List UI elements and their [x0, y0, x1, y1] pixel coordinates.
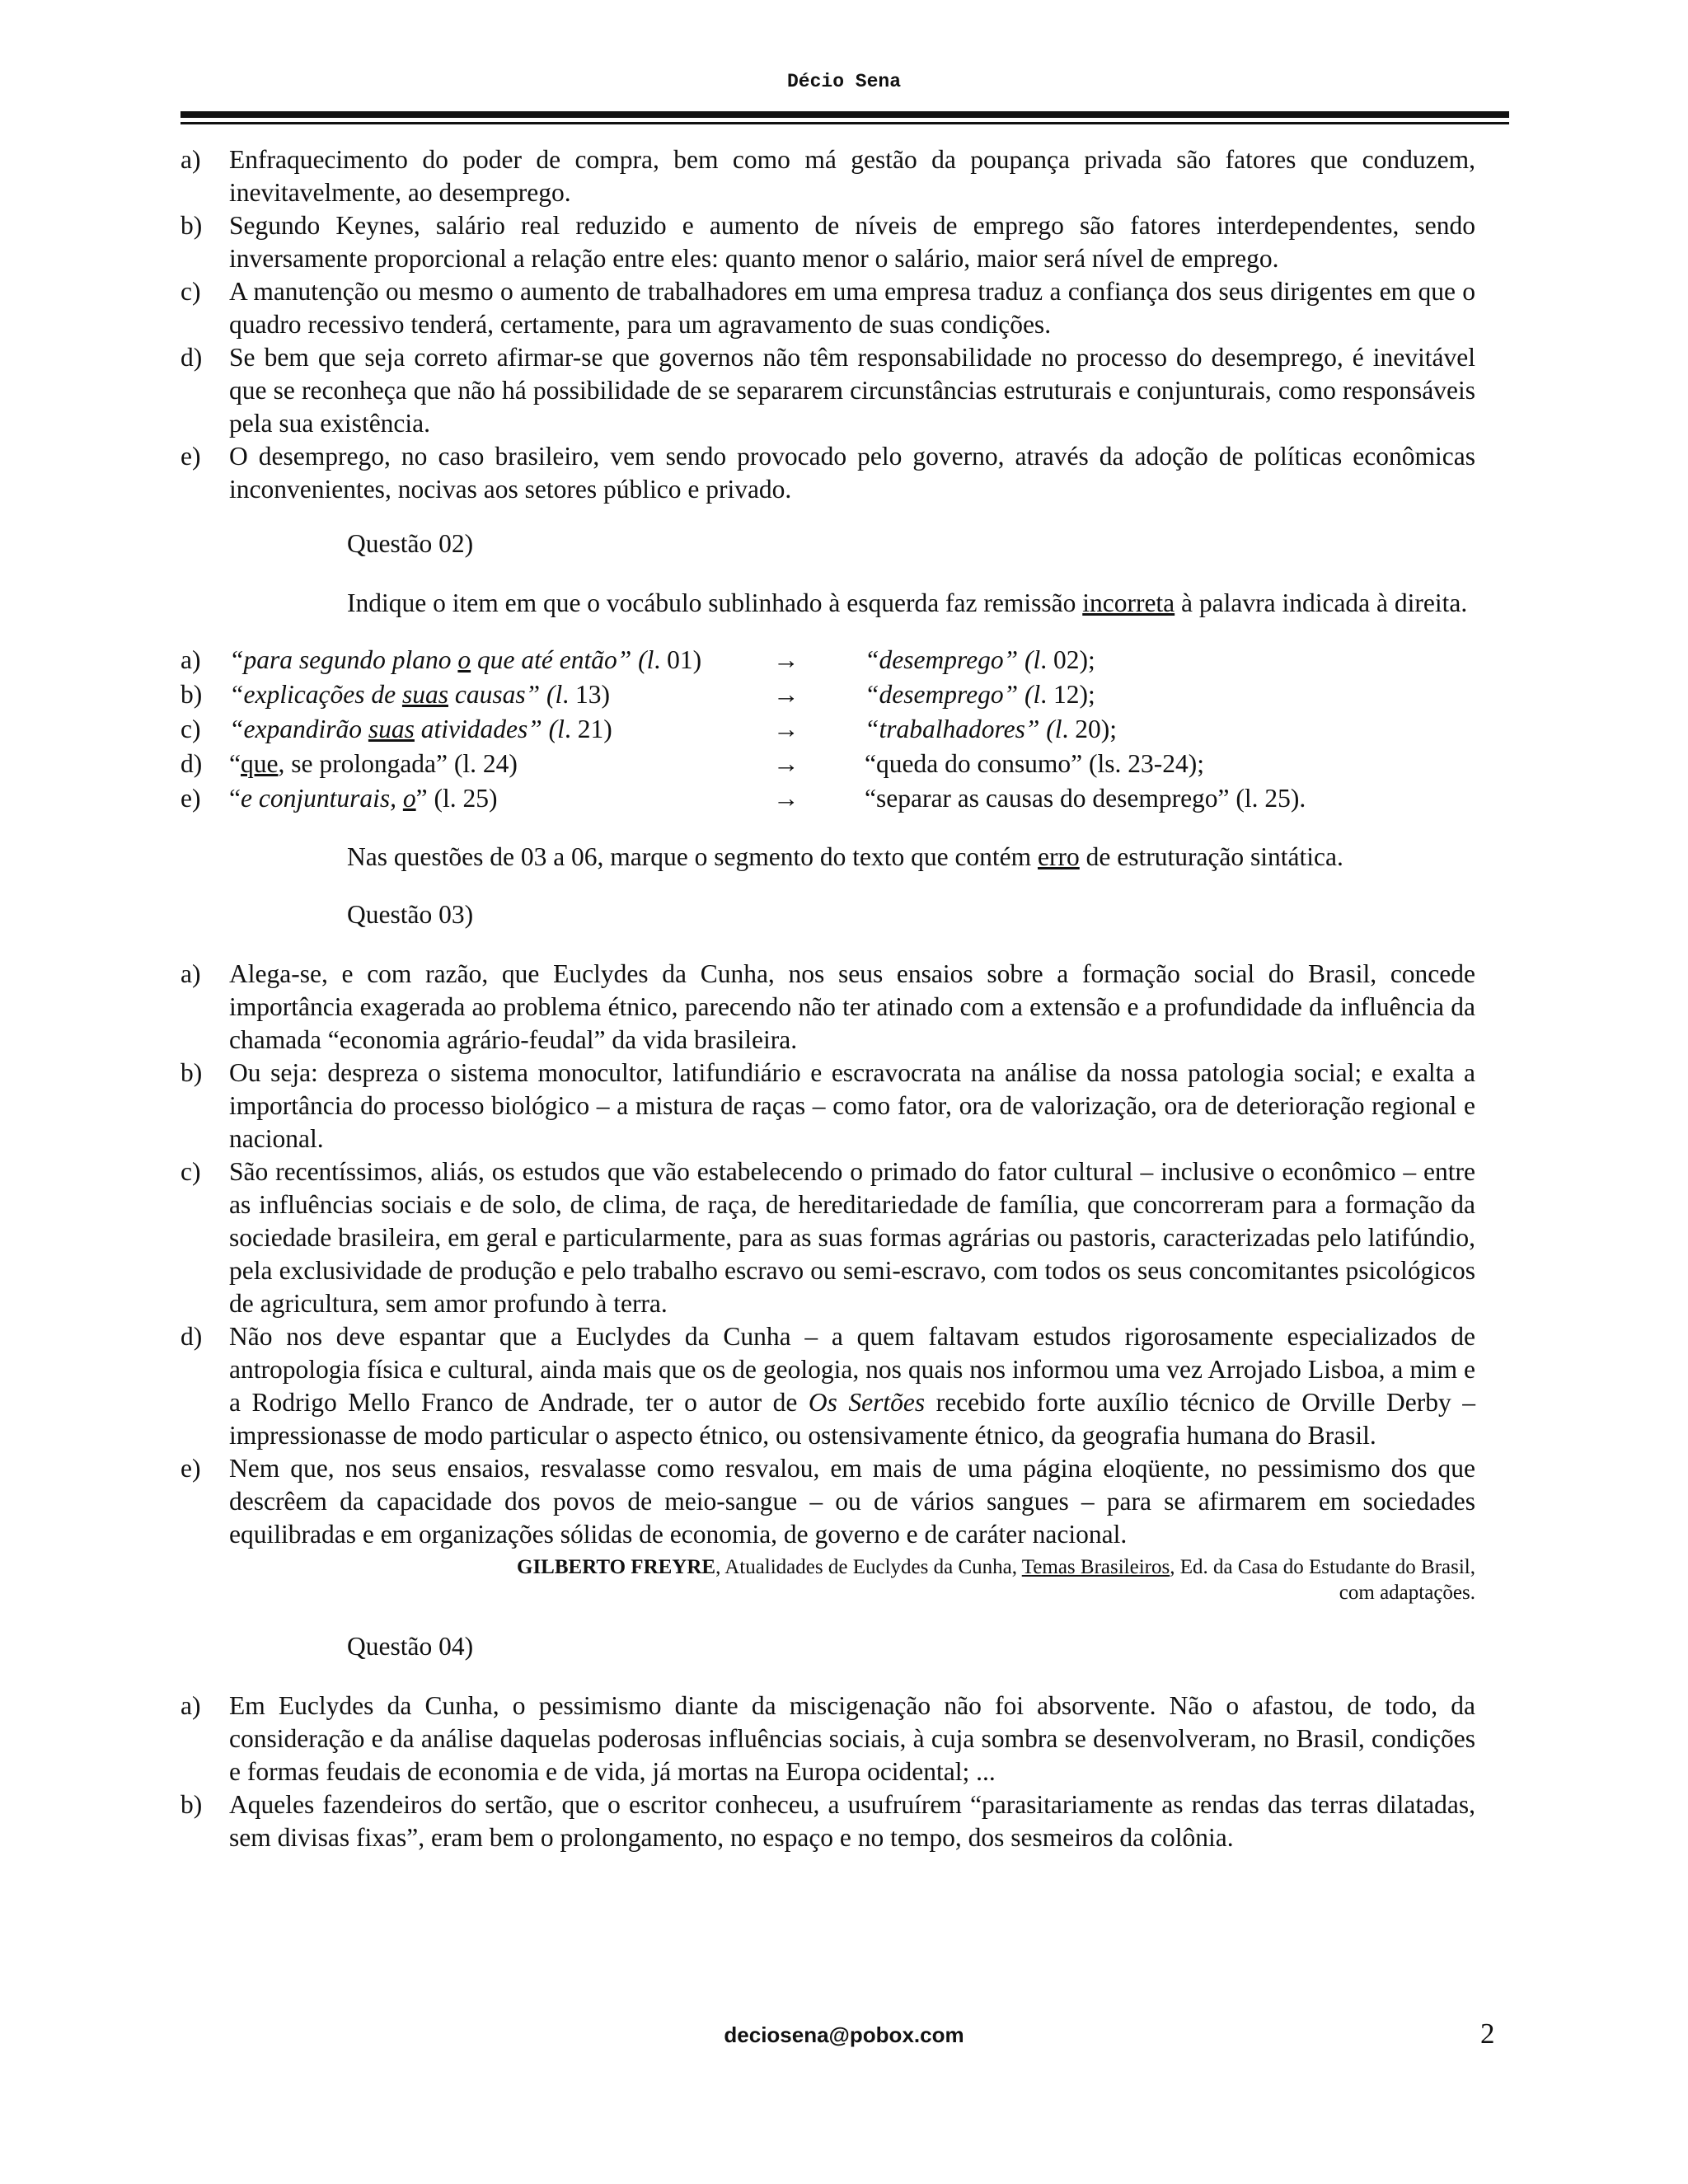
row-label: d)	[181, 749, 203, 778]
option-text: Nem que, nos seus ensaios, resvalasse como resvalou, em mais de uma página eloqüente, no pessimismo dos que descrêem da capacidade dos povos de meio-sangue – ou de vários sangues – para se afirmarem em sociedades equilibradas e em organizações sólidas de economia, de governo e de caráter nacional.	[229, 1454, 1475, 1549]
row-label: e)	[181, 784, 201, 813]
q02-title: Questão 02)	[347, 529, 474, 558]
option-label: a)	[181, 145, 201, 174]
option-label: b)	[181, 211, 203, 240]
option-text: O desemprego, no caso brasileiro, vem sendo provocado pelo governo, através da adoção de políticas econômicas inconvenientes, nocivas aos setores público e privado.	[229, 442, 1475, 504]
option-label: d)	[181, 343, 203, 372]
row-left: “expandirão suas atividades” (l. 21)	[229, 715, 612, 743]
option-text: Ou seja: despreza o sistema monocultor, latifundiário e escravocrata na análise da nossa patologia social; e exalta a importância do processo biológico – a mistura de raças – como fator, ora de valorização, ora de deterioração regional e nacional.	[229, 1058, 1475, 1153]
row-right: “queda do consumo” (ls. 23-24);	[865, 749, 1205, 778]
option-label: a)	[181, 959, 201, 988]
q03-option-b	[181, 1057, 1475, 1155]
q03-option-a	[181, 958, 1475, 1057]
row-right: “desemprego” (l. 02);	[865, 645, 1095, 674]
option-text: Se bem que seja correto afirmar-se que governos não têm responsabilidade no processo do desemprego, é inevitável que se reconheça que não há possibilidade de se separarem circunstâncias estruturais e conjunturais, como responsáveis pela sua existência.	[229, 343, 1475, 438]
row-label: b)	[181, 680, 203, 709]
q02-row-d	[181, 747, 1475, 781]
option-label: c)	[181, 277, 201, 306]
q01-options	[181, 143, 1475, 506]
option-label: e)	[181, 442, 201, 471]
page-number: 2	[1480, 2018, 1495, 2050]
prompt-text: Indique o item em que o vocábulo sublinhado à esquerda faz remissão	[347, 588, 1083, 617]
q01-option-b	[181, 209, 1475, 275]
instruction: Nas questões de 03 a 06, marque o segmento do texto que contém erro de estruturação sintática.	[347, 842, 1343, 871]
prompt-text: à palavra indicada à direita.	[1175, 588, 1468, 617]
q03-option-e	[181, 1452, 1475, 1551]
option-label: a)	[181, 1691, 201, 1720]
q01-option-c	[181, 275, 1475, 341]
q04-options	[181, 1690, 1475, 1854]
q01-option-a	[181, 143, 1475, 209]
arrow-icon: →	[773, 645, 799, 674]
option-text: Em Euclydes da Cunha, o pessimismo diante da miscigenação não foi absorvente. Não o afastou, de todo, da consideração e da análise daquelas poderosas influências sociais, à cuja sombra se desenvolveram, no Brasil, condições e formas feudais de economia e de vida, já mortas na Europa ocidental; ...	[229, 1691, 1475, 1786]
q02-row-b	[181, 677, 1475, 712]
q01-option-d	[181, 341, 1475, 440]
q01-option-e	[181, 440, 1475, 506]
row-left: “e conjunturais, o” (l. 25)	[229, 784, 498, 813]
q03-title: Questão 03)	[347, 900, 474, 929]
row-right: “separar as causas do desemprego” (l. 25).	[865, 784, 1306, 813]
arrow-icon: →	[773, 784, 799, 813]
instruction-underlined: erro	[1038, 842, 1080, 871]
citation-book: Temas Brasileiros	[1021, 1556, 1170, 1578]
prompt-underlined: incorreta	[1082, 588, 1175, 617]
citation-author: GILBERTO FREYRE	[517, 1556, 716, 1578]
page-header-author: Décio Sena	[786, 71, 902, 92]
option-text: Não nos deve espantar que a Euclydes da Cunha – a quem faltavam estudos rigorosamente especializados de antropologia física e cultural, ainda mais que os de geologia, nos quais nos informou uma vez Arrojado Lisboa, a mim e a Rodrigo Mello Franco de Andrade, ter o autor de Os Sertões recebido forte auxílio técnico de Orville Derby – impressionasse de modo particular o aspecto étnico, ou ostensivamente étnico, da geografia humana do Brasil.	[229, 1322, 1475, 1450]
option-text: Enfraquecimento do poder de compra, bem como má gestão da poupança privada são fatores que conduzem, inevitavelmente, ao desemprego.	[229, 145, 1475, 207]
header-rule-thick	[181, 111, 1509, 118]
q03-option-d	[181, 1320, 1475, 1452]
option-text: Segundo Keynes, salário real reduzido e aumento de níveis de emprego são fatores interdependentes, sendo inversamente proporcional a relação entre eles: quanto menor o salário, maior será nível de emprego.	[229, 211, 1475, 273]
arrow-icon: →	[773, 715, 799, 743]
q02-row-e	[181, 781, 1475, 816]
option-text: Alega-se, e com razão, que Euclydes da Cunha, nos seus ensaios sobre a formação social do Brasil, concede importância exagerada ao problema étnico, parecendo não ter atinado com a extensão e a profundidade da influência da chamada “economia agrário-feudal” da vida brasileira.	[229, 959, 1475, 1054]
row-right: “desemprego” (l. 12);	[865, 680, 1095, 709]
q03-source-citation: GILBERTO FREYRE, Atualidades de Euclydes da Cunha, Temas Brasileiros, Ed. da Casa do Estudante do Brasil, com adaptações.	[517, 1556, 1475, 1604]
footer-email: deciosena@pobox.com	[724, 2022, 964, 2047]
q02-table	[181, 643, 1475, 816]
q02-prompt	[181, 587, 1475, 620]
arrow-icon: →	[773, 680, 799, 709]
row-label: a)	[181, 645, 201, 674]
q04-option-b	[181, 1788, 1475, 1854]
option-label: d)	[181, 1322, 203, 1351]
option-label: c)	[181, 1157, 201, 1186]
option-text: A manutenção ou mesmo o aumento de trabalhadores em uma empresa traduz a confiança dos seus dirigentes em que o quadro recessivo tenderá, certamente, para um agravamento de suas condições.	[229, 277, 1475, 339]
row-label: c)	[181, 715, 201, 743]
q03-option-c	[181, 1155, 1475, 1320]
row-left: “que, se prolongada” (l. 24)	[229, 749, 518, 778]
arrow-icon: →	[773, 749, 799, 778]
option-label: b)	[181, 1790, 203, 1819]
row-left: “explicações de suas causas” (l. 13)	[229, 680, 610, 709]
q03-options	[181, 958, 1475, 1551]
option-text: Aqueles fazendeiros do sertão, que o escritor conheceu, a usufruírem “parasitariamente as rendas das terras dilatadas, sem divisas fixas”, eram bem o prolongamento, no espaço e no tempo, dos sesmeiros da colônia.	[229, 1790, 1475, 1852]
q02-row-a	[181, 643, 1475, 677]
option-label: b)	[181, 1058, 203, 1087]
page-content	[181, 143, 1475, 1854]
q04-option-a	[181, 1690, 1475, 1788]
q02-row-c	[181, 712, 1475, 747]
option-text: São recentíssimos, aliás, os estudos que vão estabelecendo o primado do fator cultural – inclusive o econômico – entre as influências sociais e de solo, de clima, de raça, de hereditariedade de família, que concorreram para a formação da sociedade brasileira, em geral e particularmente, para as suas formas agrárias ou pastoris, caracterizadas pelo latifúndio, pela exclusividade de produção e pelo trabalho escravo ou semi-escravo, com todos os seus concomitantes psicológicos de agricultura, sem amor profundo à terra.	[229, 1157, 1475, 1318]
option-label: e)	[181, 1454, 201, 1483]
row-right: “trabalhadores” (l. 20);	[865, 715, 1118, 743]
row-left: “para segundo plano o que até então” (l. 01)	[229, 645, 702, 674]
q04-title: Questão 04)	[347, 1632, 474, 1661]
header-rule-thin	[181, 122, 1509, 124]
